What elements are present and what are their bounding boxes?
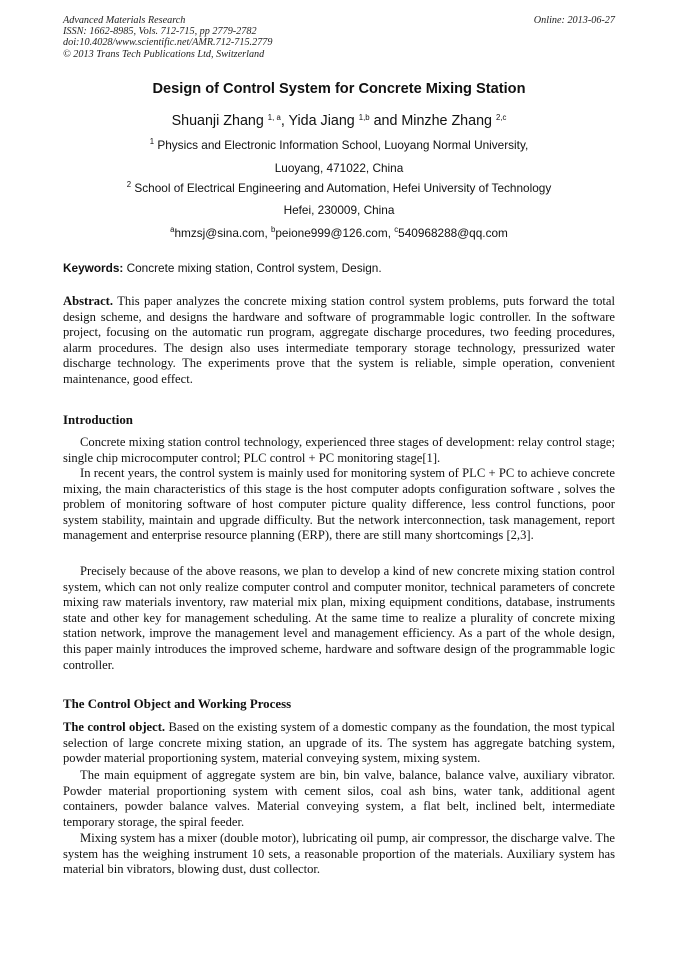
- author-2-marker: 1,b: [358, 113, 370, 122]
- keywords-text: Concrete mixing station, Control system, Design.: [123, 261, 382, 275]
- equipment-paragraph: The main equipment of aggregate system are bin, bin valve, balance, balance valve, auxiliary vibrator. Powder material proportioning system with cement silos, coal ash bins, water tank, additional agent containers, powder balance valves. Material conveying system, a flat belt, inclined belt, intermediate temporary storage, the spiral feeder.: [63, 768, 615, 829]
- author-3: Minzhe Zhang: [401, 113, 492, 129]
- author-3-marker: 2,c: [495, 113, 507, 122]
- affiliation-2-city: Hefei, 230009, China: [283, 203, 395, 217]
- control-object-text: Based on the existing system of a domestic company as the foundation, the most typical selection of large concrete mixing station, an upgrade of its. The system has aggregate batching system, powder material proportioning system, material conveying system, mixing system.: [63, 720, 615, 766]
- intro-paragraph-3: Precisely because of the above reasons, we plan to develop a kind of new concrete mixing station control system, which can not only realize computer control and computer monitor, technical parameters of concrete mixing raw materials inventory, raw material mix plan, mixing equipment conditions, database, instruments state and other key for management scheduling. At the same time to realize a plurality of concrete mixing station network, improve the management level and management efficiency. As a part of the whole design, this paper mainly introduces the improved scheme, hardware and software design of the programmable logic controller.: [63, 564, 615, 672]
- affiliation-2-line1: School of Electrical Engineering and Automation, Hefei University of Technology: [131, 181, 552, 195]
- affiliation-1-marker: 1: [149, 137, 155, 146]
- abstract-text: This paper analyzes the concrete mixing station control system problems, puts forward the total design scheme, and designs the hardware and software of programmable logic controller. In the software project, focusing on the automatic run program, aggregate discharge procedures, two feeding procedures, alarm procedures. The design also uses intermediate temporary storage technology, pressurized water discharge technology. The experiments prove that the system is reliable, simple operation, convenient maintenance, good effect.: [63, 294, 615, 386]
- author-emails: [0, 226, 678, 240]
- intro-paragraph-1: Concrete mixing station control technology, experienced three stages of development: relay control stage; single chip microcomputer control; PLC control + PC monitoring stage[1].: [63, 435, 615, 465]
- email-a: hmzsj@sina.com,: [174, 226, 272, 240]
- mixing-system-paragraph: Mixing system has a mixer (double motor), lubricating oil pump, air compressor, the discharge valve. The system has the weighing instrument 10 sets, a reasonable proportion of the materials. Auxiliary system has material bin vibrators, blowing dust, dust collector.: [63, 831, 615, 877]
- control-object-label: The control object.: [63, 720, 166, 734]
- intro-paragraph-2: In recent years, the control system is mainly used for monitoring system of PLC + PC to achieve concrete mixing, the main characteristics of this stage is the host computer adopts configuration software , solves the problem of monitoring software of host computer picture quality difference, less control functions, poor system stability, maintain and upgrade difficulty. But the network interconnection, task management, report management and enterprise resource planning (ERP), there are still many shortcomings [2,3].: [63, 466, 615, 543]
- author-1: Shuanji Zhang: [171, 113, 264, 129]
- control-object-paragraph: [63, 720, 615, 767]
- email-b-marker: b: [271, 225, 276, 234]
- email-c: 540968288@qq.com: [398, 226, 508, 240]
- keywords: [63, 261, 382, 275]
- author-1-marker: 1, a: [267, 113, 281, 122]
- control-object-heading: The Control Object and Working Process: [63, 697, 292, 711]
- affiliation-2: [0, 181, 678, 195]
- abstract-label: Abstract.: [63, 294, 114, 308]
- copyright-line: © 2013 Trans Tech Publications Ltd, Switzerland: [63, 48, 265, 60]
- author-separator: ,: [280, 113, 289, 129]
- issn-line: ISSN: 1662-8985, Vols. 712-715, pp 2779-2782: [63, 26, 257, 38]
- affiliation-1-line1: Physics and Electronic Information School, Luoyang Normal University,: [154, 138, 529, 152]
- online-date: Online: 2013-06-27: [533, 15, 615, 26]
- journal-name: Advanced Materials Research: [63, 15, 186, 26]
- author-2: Yida Jiang: [288, 113, 355, 129]
- keywords-label: Keywords:: [63, 261, 124, 275]
- email-c-marker: c: [394, 225, 399, 234]
- affiliation-1-city: Luoyang, 471022, China: [274, 161, 404, 175]
- email-b: peione999@126.com,: [275, 226, 395, 240]
- abstract: [63, 294, 615, 388]
- affiliation-1: [0, 138, 678, 152]
- doi-line: doi:10.4028/www.scientific.net/AMR.712-715.2779: [63, 37, 273, 49]
- introduction-heading: Introduction: [63, 413, 133, 427]
- paper-title: Design of Control System for Concrete Mixing Station: [152, 81, 526, 97]
- journal-header: [63, 15, 272, 60]
- affiliation-2-marker: 2: [126, 180, 132, 189]
- email-a-marker: a: [170, 225, 175, 234]
- author-separator: and: [373, 113, 402, 129]
- author-list: [0, 113, 678, 129]
